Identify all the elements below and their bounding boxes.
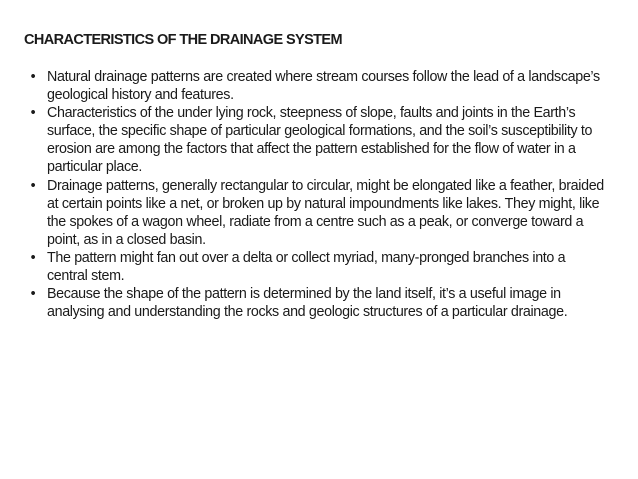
bullet-item <box>26 104 604 176</box>
bullet-text: The pattern might fan out over a delta or collect myriad, many-pronged branches into a central stem. <box>47 249 566 285</box>
bullet-item <box>26 177 604 249</box>
bullet-list <box>26 68 604 321</box>
bullet-icon: • <box>30 105 36 122</box>
bullet-icon: • <box>30 249 36 266</box>
bullet-item <box>26 285 604 321</box>
bullet-text: Drainage patterns, generally rectangular to circular, might be elongated like a feather, braided at certain points like a net, or broken up by natural impoundments like lakes. They might, like the spokes of a wagon wheel, radiate from a centre such as a peak, or converge toward a point, as in a closed basin. <box>47 177 604 248</box>
bullet-text: Characteristics of the under lying rock, steepness of slope, faults and joints in the Earth’s surface, the specific shape of particular geological formations, and the soil’s susceptibility to erosion are among the factors that affect the pattern established for the flow of water in a particular place. <box>47 105 593 176</box>
bullet-icon: • <box>30 286 36 303</box>
bullet-text: Because the shape of the pattern is determined by the land itself, it’s a useful image in analysing and understanding the rocks and geologic structures of a particular drainage. <box>47 286 568 321</box>
slide-title: CHARACTERISTICS OF THE DRAINAGE SYSTEM <box>24 32 342 48</box>
bullet-text: Natural drainage patterns are created where stream courses follow the lead of a landscape’s geological history and features. <box>47 69 600 104</box>
bullet-icon: • <box>30 69 36 85</box>
bullet-item <box>26 68 604 104</box>
bullet-icon: • <box>30 177 36 194</box>
bullet-item <box>26 249 604 285</box>
